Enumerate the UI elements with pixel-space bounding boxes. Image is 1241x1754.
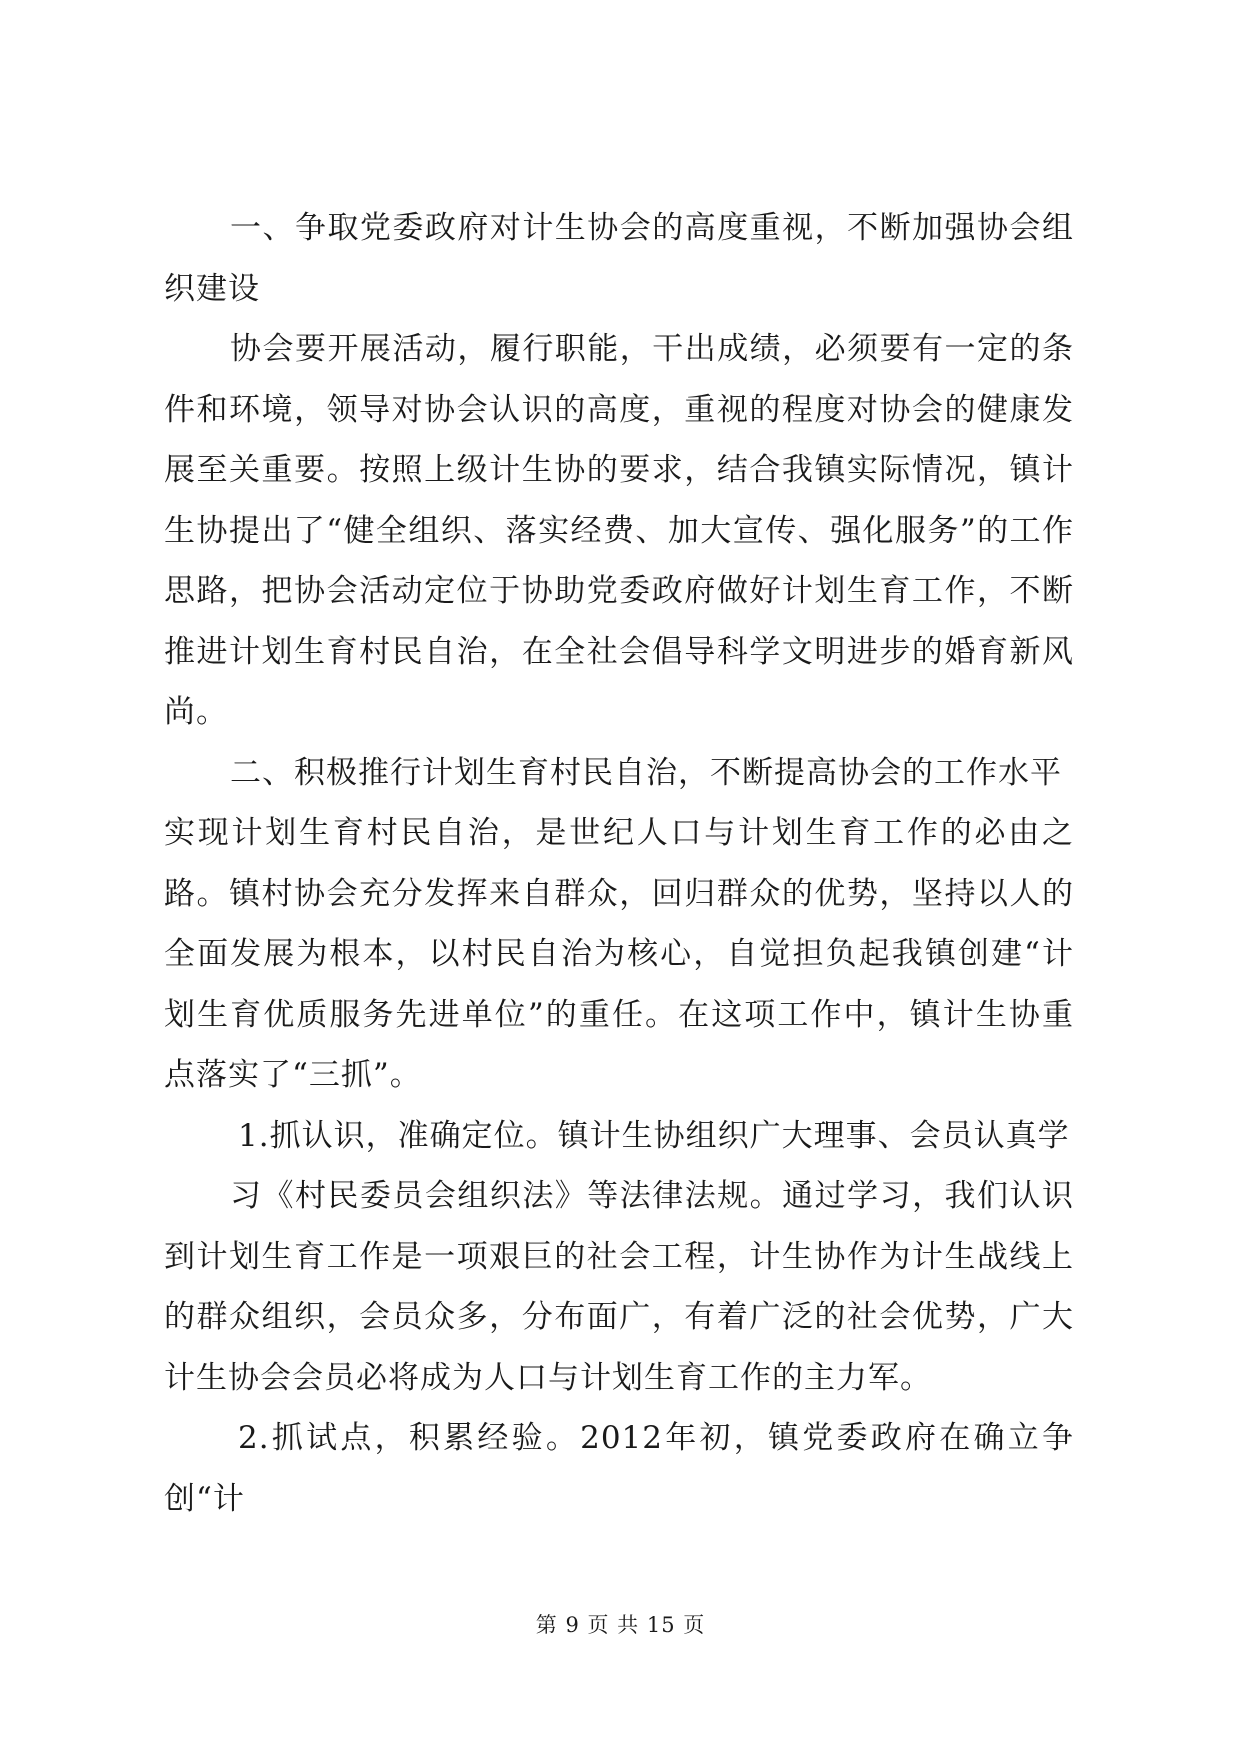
list-item-1: 1.抓认识，准确定位。镇计生协组织广大理事、会员认真学 bbox=[238, 1117, 1070, 1154]
paragraph-1: 协会要开展活动，履行职能，干出成绩，必须要有一定的条件和环境，领导对协会认识的高度，重视的程度对协会的健康发展至关重要。按照上级计生协的要求，结合我镇实际情况，镇计生协提出了“健全组织、落实经费、加大宣传、强化服务”的工作思路，把协会活动定位于协助党委政府做好计划生育工作，不断推进计划生育村民自治，在全社会倡导科学文明进步的婚育新风尚。 bbox=[164, 331, 1074, 730]
page-number-footer: 第 9 页 共 15 页 bbox=[535, 1613, 706, 1637]
paragraph-2: 实现计划生育村民自治，是世纪人口与计划生育工作的必由之路。镇村协会充分发挥来自群众，回归群众的优势，坚持以人的全面发展为根本，以村民自治为核心，自觉担负起我镇创建“计划生育优质服务先进单位”的重任。在这项工作中，镇计生协重点落实了“三抓”。 bbox=[164, 815, 1074, 1093]
list-item-2: 2.抓试点，积累经验。2012年初，镇党委政府在确立争创“计 bbox=[164, 1420, 1074, 1517]
section-heading-1: 一、争取党委政府对计生协会的高度重视，不断加强协会组织建设 bbox=[164, 210, 1074, 307]
document-body bbox=[164, 198, 1074, 1529]
section-heading-2: 二、积极推行计划生育村民自治，不断提高协会的工作水平 bbox=[230, 754, 1062, 791]
paragraph-3: 习《村民委员会组织法》等法律法规。通过学习，我们认识到计划生育工作是一项艰巨的社会工程，计生协作为计生战线上的群众组织，会员众多，分布面广，有着广泛的社会优势，广大计生协会会员必将成为人口与计划生育工作的主力军。 bbox=[164, 1178, 1074, 1396]
